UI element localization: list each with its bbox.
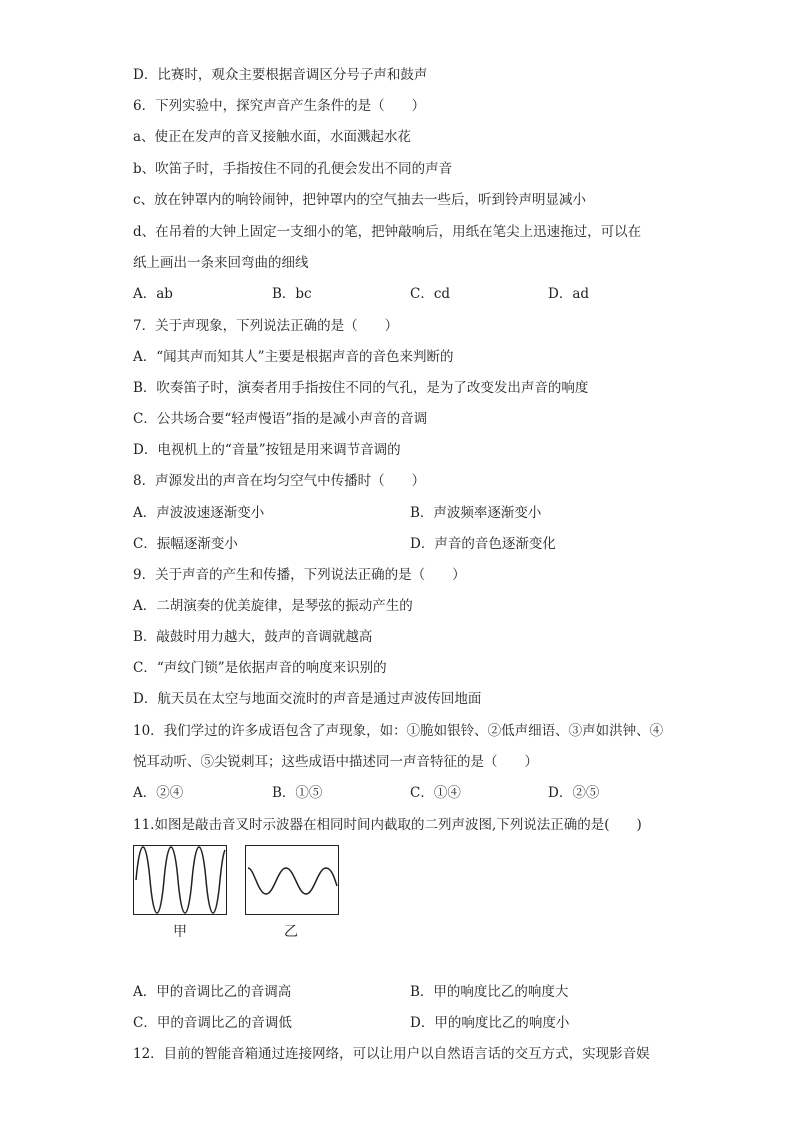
text-line: 11.如图是敲击音叉时示波器在相同时间内截取的二列声波图,下列说法正确的是( ) <box>133 817 642 833</box>
answer-option: A．ab <box>133 286 173 302</box>
text-line: 悦耳动听、⑤尖锐刺耳；这些成语中描述同一声音特征的是（ ） <box>133 754 538 770</box>
waveform-yi-graph <box>246 846 338 914</box>
answer-option: D．声音的音色逐渐变化 <box>410 536 556 552</box>
answer-option: B．声波频率逐渐变小 <box>410 505 542 521</box>
text-line: b、吹笛子时，手指按住不同的孔便会发出不同的声音 <box>133 161 453 177</box>
label-jia: 甲 <box>173 924 187 940</box>
text-line: 6．下列实验中，探究声音产生条件的是（ ） <box>133 98 426 114</box>
text-line: A．“闻其声而知其人”主要是根据声音的音色来判断的 <box>133 349 454 365</box>
waveform-jia <box>133 845 227 915</box>
text-line: A．二胡演奏的优美旋律，是琴弦的振动产生的 <box>133 598 413 614</box>
text-line: C．公共场合要“轻声慢语”指的是减小声音的音调 <box>133 411 428 427</box>
answer-option: A．声波波速逐渐变小 <box>133 505 265 521</box>
label-yi: 乙 <box>284 924 298 940</box>
text-line: 7．关于声现象，下列说法正确的是（ ） <box>133 318 399 334</box>
text-line: B．吹奏笛子时，演奏者用手指按住不同的气孔，是为了改变发出声音的响度 <box>133 380 589 396</box>
answer-option: A．甲的音调比乙的音调高 <box>133 984 292 1000</box>
text-line: 纸上画出一条来回弯曲的细线 <box>133 255 309 271</box>
answer-option: B．甲的响度比乙的响度大 <box>410 984 569 1000</box>
text-line: B．敲鼓时用力越大，鼓声的音调就越高 <box>133 629 373 645</box>
answer-option: D．②⑤ <box>548 785 600 801</box>
text-line: a、使正在发声的音叉接触水面，水面溅起水花 <box>133 129 412 145</box>
answer-option: C．cd <box>410 286 451 302</box>
answer-option: C．振幅逐渐变小 <box>133 536 238 552</box>
answer-option: D．ad <box>548 286 590 302</box>
answer-option: D．甲的响度比乙的响度小 <box>410 1015 570 1031</box>
text-line: C．“声纹门锁”是依据声音的响度来识别的 <box>133 660 387 676</box>
waveform-yi <box>245 845 339 915</box>
text-line: 12．目前的智能音箱通过连接网络，可以让用户以自然语言话的交互方式，实现影音娱 <box>133 1046 650 1062</box>
answer-option: A．②④ <box>133 785 184 801</box>
text-line: c、放在钟罩内的响铃闹钟，把钟罩内的空气抽去一些后，听到铃声明显减小 <box>133 192 587 208</box>
text-line: D．电视机上的“音量”按钮是用来调节音调的 <box>133 442 401 458</box>
text-line: 8．声源发出的声音在均匀空气中传播时（ ） <box>133 473 426 489</box>
answer-option: C．①④ <box>410 785 461 801</box>
waveform-jia-graph <box>134 846 226 914</box>
answer-option: B．①⑤ <box>272 785 323 801</box>
text-line: D．比赛时，观众主要根据音调区分号子声和鼓声 <box>133 67 428 83</box>
text-line: 10．我们学过的许多成语包含了声现象，如：①脆如银铃、②低声细语、③声如洪钟、④ <box>133 723 664 739</box>
text-line: d、在吊着的大钟上固定一支细小的笔，把钟敲响后，用纸在笔尖上迅速拖过，可以在 <box>133 224 642 240</box>
answer-option: C．甲的音调比乙的音调低 <box>133 1015 292 1031</box>
text-line: 9．关于声音的产生和传播，下列说法正确的是（ ） <box>133 567 466 583</box>
answer-option: B．bc <box>272 286 312 302</box>
text-line: D．航天员在太空与地面交流时的声音是通过声波传回地面 <box>133 691 482 707</box>
